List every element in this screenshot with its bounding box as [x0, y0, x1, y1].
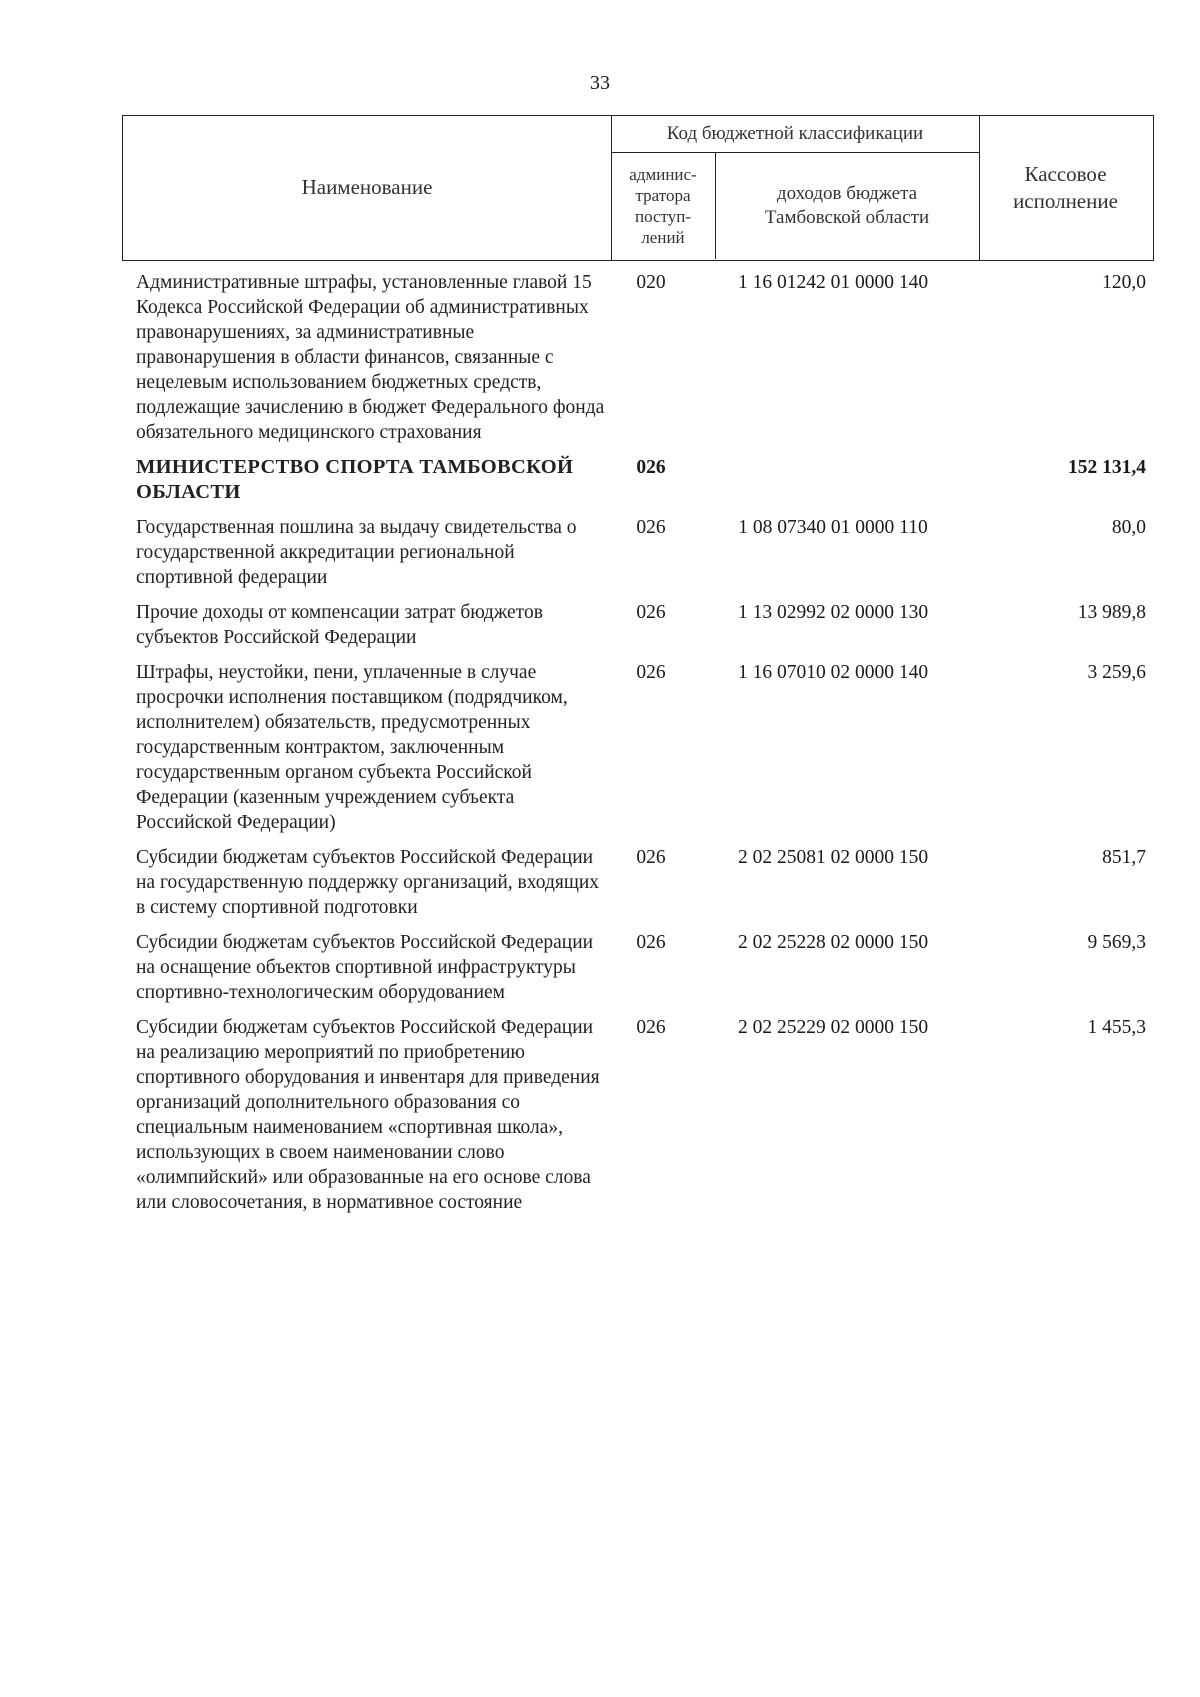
page-number: 33 [590, 72, 610, 94]
row-name: Административные штрафы, установленные главой 15 Кодекса Российской Федерации об административных правонарушениях, за административные правонарушения в области финансов, связанные с нецелевым использованием бюджетных средств, подлежащие зачислению в бюджет Федерального фонда обязательного медицинского страхования [136, 272, 605, 443]
row-amount: 80,0 [1111, 517, 1146, 538]
table-row-section [136, 455, 1150, 505]
row-amount: 851,7 [1102, 847, 1146, 868]
table-row [136, 930, 1150, 1005]
row-name: Субсидии бюджетам субъектов Российской Федерации на реализацию мероприятий по приобретению спортивного оборудования и инвентаря для приведения организаций дополнительного образования со специальным наименованием «спортивная школа», использующих в своем наименовании слово «олимпийский» или образованные на его основе слова или словосочетания, в нормативное состояние [136, 1017, 600, 1213]
row-admin-code: 026 [636, 517, 666, 538]
table-row [136, 270, 1150, 445]
table-row [136, 1015, 1150, 1215]
header-amount: Кассовое исполнение [1013, 161, 1118, 213]
table-body [136, 270, 1150, 1225]
row-admin-code: 026 [636, 602, 666, 623]
row-income-code: 1 16 01242 01 0000 140 [737, 272, 929, 293]
row-income-code: 2 02 25228 02 0000 150 [737, 932, 929, 953]
row-name: Субсидии бюджетам субъектов Российской Федерации на оснащение объектов спортивной инфраструктуры спортивно-технологическим оборудованием [136, 932, 594, 1003]
table-row [136, 600, 1150, 650]
row-name: Прочие доходы от компенсации затрат бюджетов субъектов Российской Федерации [136, 602, 543, 648]
row-amount: 13 989,8 [1077, 602, 1146, 623]
row-income-code: 2 02 25081 02 0000 150 [737, 847, 929, 868]
row-admin-code: 026 [636, 1017, 666, 1038]
row-income-code: 1 08 07340 01 0000 110 [738, 517, 928, 538]
table-row [136, 660, 1150, 835]
table-row [136, 515, 1150, 590]
row-amount: 120,0 [1102, 272, 1146, 293]
header-code-group: Код бюджетной классификации [666, 123, 924, 144]
row-admin-code: 026 [636, 932, 666, 953]
row-admin-code: 026 [636, 847, 666, 868]
header-admin-code: админис-тратора поступ-лений [629, 164, 697, 247]
row-amount: 9 569,3 [1087, 932, 1146, 953]
row-name: Государственная пошлина за выдачу свидетельства о государственной аккредитации региональной спортивной федерации [136, 517, 577, 588]
row-admin-code: 026 [636, 457, 666, 478]
row-amount: 1 455,3 [1087, 1017, 1146, 1038]
row-name: Штрафы, неустойки, пени, уплаченные в случае просрочки исполнения поставщиком (подрядчиком, исполнителем) обязательств, предусмотренных государственным контрактом, заключенным государственным органом субъекта Российской Федерации (казенным учреждением субъекта Российской Федерации) [136, 662, 568, 833]
row-income-code: 1 16 07010 02 0000 140 [737, 662, 929, 683]
row-income-code: 2 02 25229 02 0000 150 [737, 1017, 929, 1038]
row-income-code: 1 13 02992 02 0000 130 [737, 602, 929, 623]
row-name: Субсидии бюджетам субъектов Российской Федерации на государственную поддержку организаций, входящих в систему спортивной подготовки [136, 847, 600, 918]
row-admin-code: 026 [636, 662, 666, 683]
row-amount: 3 259,6 [1087, 662, 1146, 683]
row-amount: 152 131,4 [1068, 457, 1146, 478]
header-name: Наименование [301, 175, 433, 199]
row-name: МИНИСТЕРСТВО СПОРТА ТАМБОВСКОЙ ОБЛАСТИ [136, 456, 574, 503]
table-row [136, 845, 1150, 920]
row-admin-code: 020 [636, 272, 666, 293]
header-income-code: доходов бюджета Тамбовской области [764, 182, 930, 228]
table-header [122, 115, 1154, 261]
